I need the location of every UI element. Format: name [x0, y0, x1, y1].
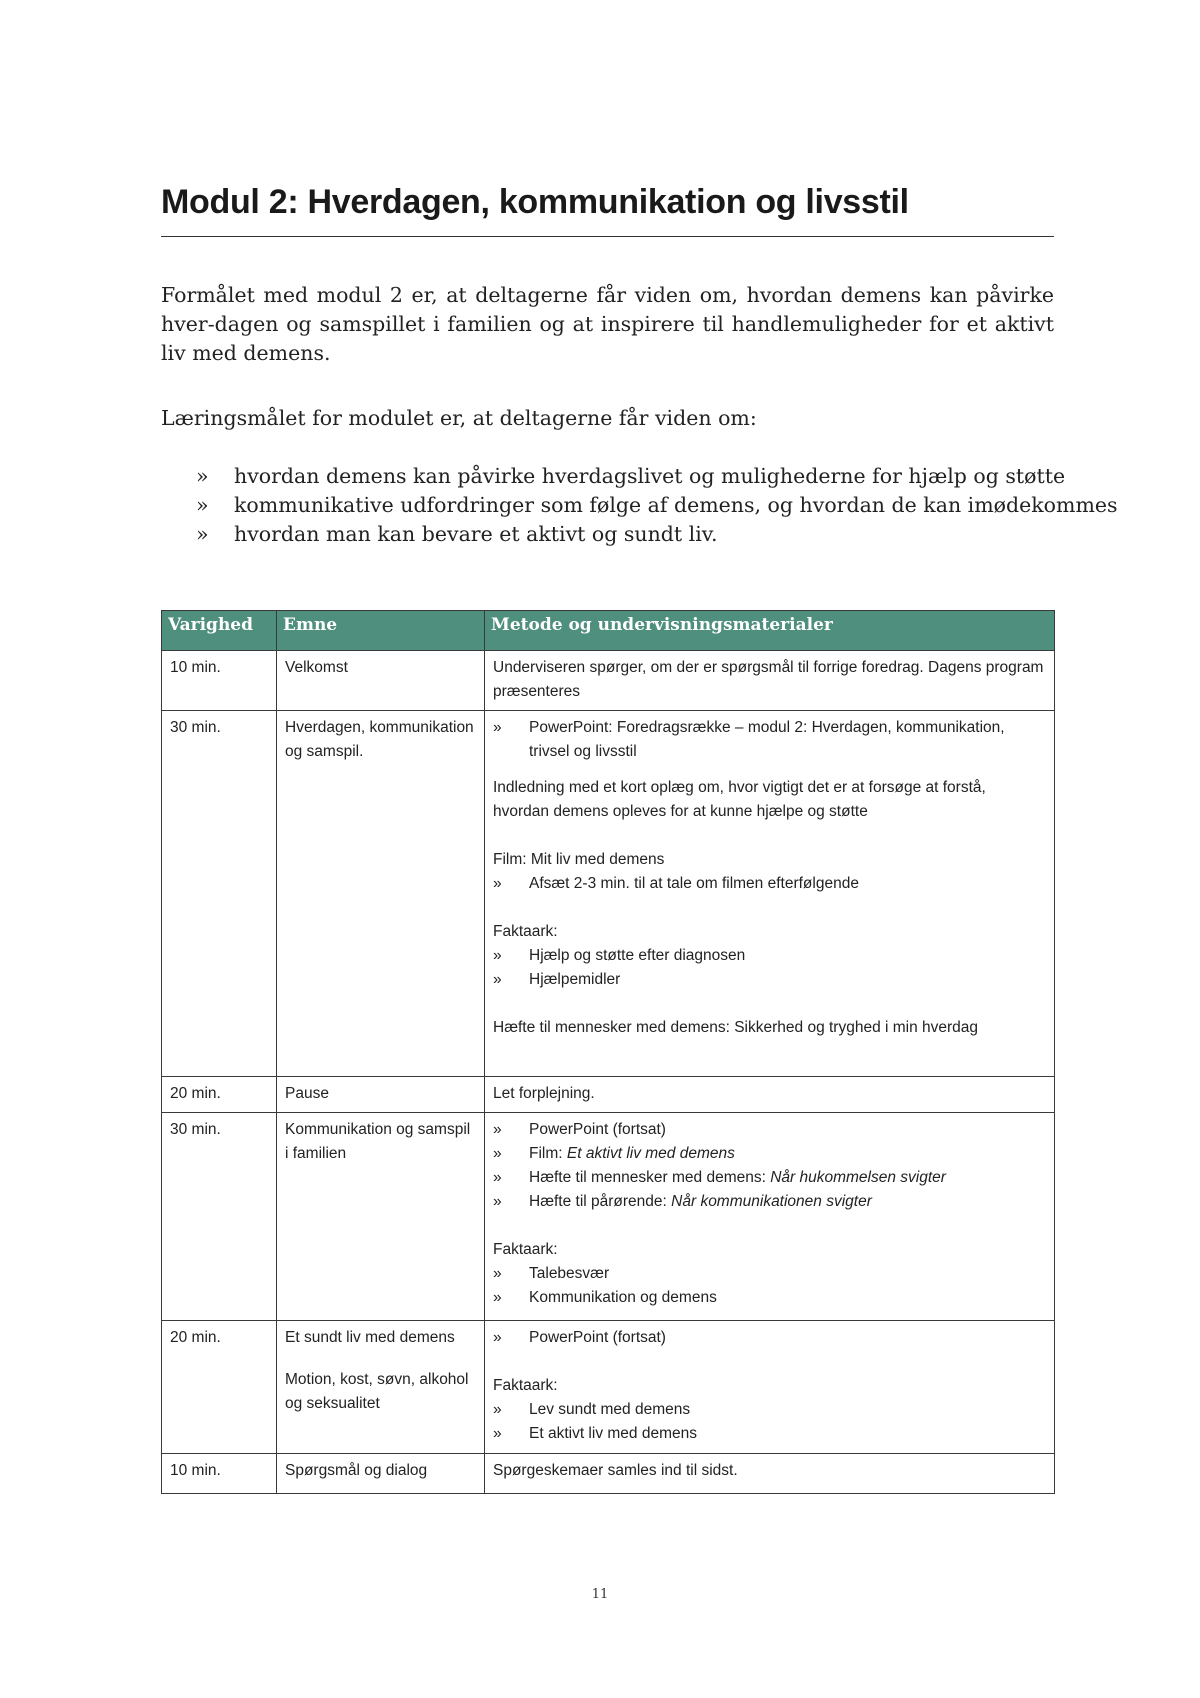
- method-bullet: [493, 1326, 1046, 1350]
- table-row: [162, 1113, 1055, 1321]
- bullet-marker: »: [196, 522, 209, 546]
- header-duration: Varighed: [162, 611, 277, 651]
- method-bullet-text: Film:: [529, 1145, 567, 1162]
- duration-cell: 30 min.: [162, 1113, 277, 1321]
- topic-cell: Pause: [277, 1077, 485, 1113]
- bullet-marker: »: [493, 719, 502, 736]
- duration-cell: 20 min.: [162, 1321, 277, 1454]
- header-topic: Emne: [277, 611, 485, 651]
- method-cell: [485, 1321, 1055, 1454]
- factsheet-label: Faktaark:: [493, 923, 558, 940]
- learning-goal-text: hvordan demens kan påvirke hverdagslivet og mulighederne for hjælp og støtte: [234, 464, 1066, 488]
- factsheet-item: [493, 1286, 1046, 1310]
- bullet-marker: »: [493, 1425, 502, 1442]
- bullet-marker: »: [493, 1265, 502, 1282]
- method-cell: Spørgeskemaer samles ind til sidst.: [485, 1454, 1055, 1494]
- method-bullet: [493, 716, 1046, 764]
- duration-cell: 10 min.: [162, 1454, 277, 1494]
- method-bullet: [493, 872, 1046, 896]
- intro-paragraph: Formålet med modul 2 er, at deltagerne får viden om, hvordan demens kan påvirke hver-dagen og samspillet i familien og at inspirere til handlemuligheder for et aktivt liv med demens.: [161, 283, 1054, 365]
- method-bullet: [493, 1142, 1046, 1166]
- factsheet-item-text: Hjælp og støtte efter diagnosen: [529, 947, 746, 964]
- bullet-marker: »: [493, 1121, 502, 1138]
- learning-goal-text: kommunikative udfordringer som følge af demens, og hvordan de kan imødekommes: [234, 493, 1118, 517]
- bullet-marker: »: [493, 1289, 502, 1306]
- duration-cell: 10 min.: [162, 651, 277, 711]
- table-row: [162, 1077, 1055, 1113]
- booklet-text: Hæfte til mennesker med demens: Sikkerhed og tryghed i min hverdag: [493, 1019, 979, 1036]
- page-title: Modul 2: Hverdagen, kommunikation og livsstil: [161, 183, 909, 221]
- method-bullet-text: PowerPoint: Foredragsrække – modul 2: Hverdagen, kommunikation, trivsel og livsstil: [529, 719, 1005, 760]
- topic-cell: Hverdagen, kommunikation og samspil.: [277, 711, 485, 1077]
- topic-cell: [277, 1321, 485, 1454]
- method-cell: [485, 1113, 1055, 1321]
- learning-goal-item: [161, 491, 1118, 520]
- method-cell: [485, 711, 1055, 1077]
- factsheet-item: [493, 968, 1046, 992]
- method-bullet: [493, 1166, 1046, 1190]
- bullet-marker: »: [493, 971, 502, 988]
- bullet-marker: »: [493, 1145, 502, 1162]
- method-cell: Underviseren spørger, om der er spørgsmål til forrige foredrag. Dagens program præsenteres: [485, 651, 1055, 711]
- method-bullet-text: Hæfte til mennesker med demens:: [529, 1169, 771, 1186]
- factsheet-label: Faktaark:: [493, 1377, 558, 1394]
- bullet-marker: »: [493, 947, 502, 964]
- method-cell: Let forplejning.: [485, 1077, 1055, 1113]
- method-bullet-text: Afsæt 2-3 min. til at tale om filmen efterfølgende: [529, 875, 859, 892]
- table-row: [162, 1321, 1055, 1454]
- factsheet-item-text: Talebesvær: [529, 1265, 610, 1282]
- factsheet-item-text: Lev sundt med demens: [529, 1401, 691, 1418]
- learning-goals-list: [161, 462, 1118, 549]
- topic-subtext: Motion, kost, søvn, alkohol og seksualitet: [285, 1371, 469, 1412]
- learning-goal-item: [161, 520, 1054, 549]
- learning-goal-text: hvordan man kan bevare et aktivt og sundt liv.: [234, 522, 718, 546]
- bullet-marker: »: [196, 493, 209, 517]
- factsheet-item: [493, 1398, 1046, 1422]
- factsheet-item: [493, 944, 1046, 968]
- bullet-marker: »: [196, 464, 209, 488]
- title-underline: [161, 236, 1054, 237]
- bullet-marker: »: [493, 875, 502, 892]
- factsheet-label: Faktaark:: [493, 1241, 558, 1258]
- learning-goals-lead: Læringsmålet for modulet er, at deltagerne får viden om:: [161, 406, 757, 430]
- factsheet-item-text: Hjælpemidler: [529, 971, 621, 988]
- duration-cell: 30 min.: [162, 711, 277, 1077]
- bullet-marker: »: [493, 1329, 502, 1346]
- booklet-title: Når kommunikationen svigter: [671, 1193, 872, 1210]
- topic-cell: Velkomst: [277, 651, 485, 711]
- film-title: Et aktivt liv med demens: [566, 1145, 735, 1162]
- schedule-table: [161, 610, 1055, 1494]
- table-row: [162, 651, 1055, 711]
- method-bullet-text: PowerPoint (fortsat): [529, 1121, 666, 1138]
- learning-goal-item: [161, 462, 1066, 491]
- topic-cell: Kommunikation og samspil i familien: [277, 1113, 485, 1321]
- bullet-marker: »: [493, 1401, 502, 1418]
- table-row: [162, 711, 1055, 1077]
- booklet-title: Når hukommelsen svigter: [770, 1169, 946, 1186]
- factsheet-item: [493, 1422, 1046, 1446]
- film-label: Film: Mit liv med demens: [493, 851, 665, 868]
- method-bullet: [493, 1190, 1046, 1214]
- table-row: [162, 1454, 1055, 1494]
- topic-cell: Spørgsmål og dialog: [277, 1454, 485, 1494]
- duration-cell: 20 min.: [162, 1077, 277, 1113]
- header-method: Metode og undervisningsmaterialer: [485, 611, 1055, 651]
- factsheet-item-text: Et aktivt liv med demens: [529, 1425, 697, 1442]
- method-bullet-text: Hæfte til pårørende:: [529, 1193, 672, 1210]
- page-number: 11: [591, 1587, 609, 1602]
- method-text: Indledning med et kort oplæg om, hvor vigtigt det er at forsøge at forstå, hvordan demens opleves for at kunne hjælpe og støtte: [493, 779, 986, 820]
- bullet-marker: »: [493, 1193, 502, 1210]
- method-bullet-text: PowerPoint (fortsat): [529, 1329, 666, 1346]
- factsheet-item: [493, 1262, 1046, 1286]
- method-bullet: [493, 1118, 1046, 1142]
- table-header-row: [162, 611, 1055, 651]
- factsheet-item-text: Kommunikation og demens: [529, 1289, 717, 1306]
- topic-text: Et sundt liv med demens: [285, 1329, 455, 1346]
- bullet-marker: »: [493, 1169, 502, 1186]
